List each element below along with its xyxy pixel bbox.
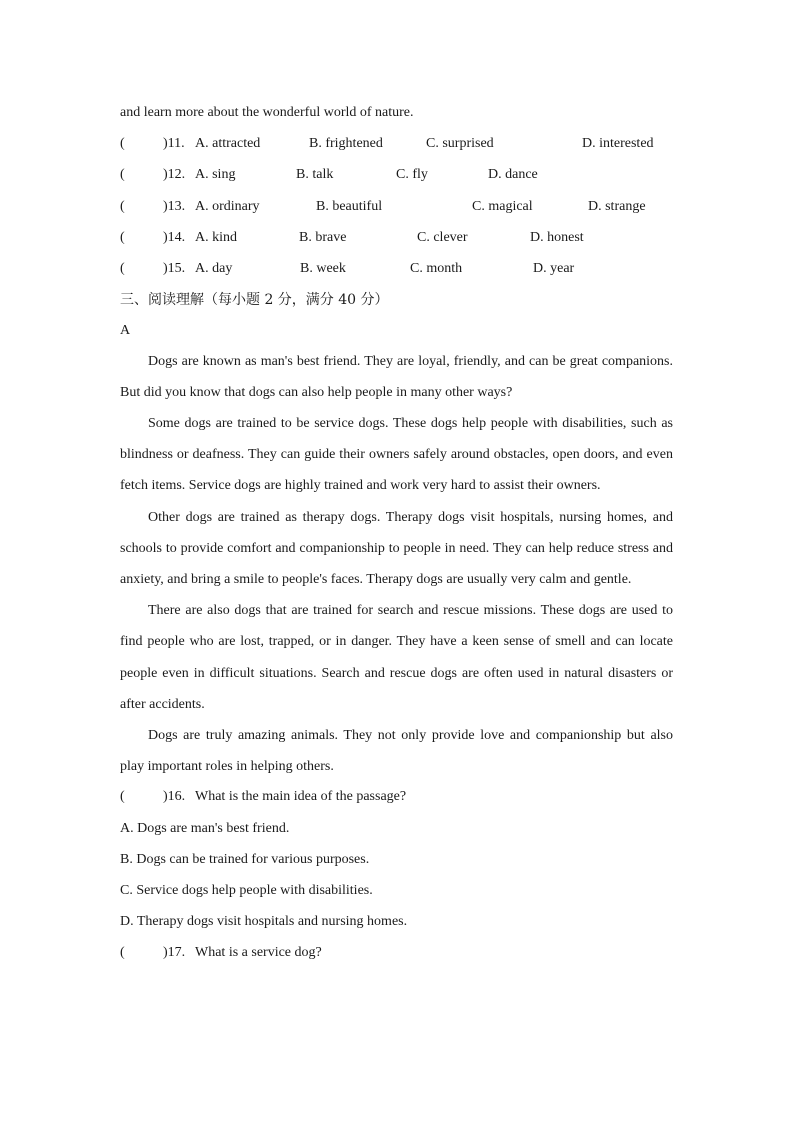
option-a: A. day [195,260,233,276]
answer-blank: ( [120,167,125,183]
option-d: D. year [533,260,575,276]
paragraph-3: Other dogs are trained as therapy dogs. Therapy dogs visit hospitals, nursing homes, and schools to provide comfort and companionship to people in need. They can help reduce stress and anxiety, and bring a smile to people's faces. Therapy dogs are usually very calm and gentle. [120,509,673,587]
question-12 [120,164,673,195]
question-14 [120,227,673,258]
option-b: B. frightened [309,136,383,152]
question-number: )14. [163,229,186,245]
answer-blank: ( [120,229,125,245]
question-17 [120,942,673,973]
paragraph-5: Dogs are truly amazing animals. They not only provide love and companionship but also play important roles in helping others. [120,727,673,775]
question-number: )15. [163,260,186,276]
passage-label: A [120,323,131,339]
option-a: A. sing [195,167,236,183]
paragraph-1: Dogs are known as man's best friend. They are loyal, friendly, and can be great companions. But did you know that dogs can also help people in many other ways? [120,353,673,400]
option-d: D. Therapy dogs visit hospitals and nursing homes. [120,914,408,930]
question-text: What is the main idea of the passage? [195,789,407,805]
option-c: C. Service dogs help people with disabilities. [120,882,373,898]
option-d: D. interested [582,136,654,152]
option-d: D. strange [588,198,646,214]
option-c: C. month [410,260,463,276]
option-c: C. fly [396,167,428,183]
question-16 [120,786,673,817]
paragraph-4: There are also dogs that are trained for search and rescue missions. These dogs are used to find people who are lost, trapped, or in danger. They have a keen sense of smell and can locate people even in difficult situations. Search and rescue dogs are often used in natural disasters or after accidents. [120,603,673,712]
answer-blank: ( [120,789,125,805]
option-a: A. ordinary [195,198,260,214]
answer-blank: ( [120,198,125,214]
option-c: C. surprised [426,136,494,152]
option-a: A. kind [195,229,237,245]
option-c: C. magical [472,198,533,214]
question-number: )16. [163,789,186,805]
option-c: C. clever [417,229,468,245]
question-number: )12. [163,167,186,183]
question-15 [120,258,673,289]
option-d: D. dance [488,167,538,183]
question-13 [120,196,673,227]
document-page [120,102,673,973]
question-number: )13. [163,198,186,214]
option-d: D. honest [530,229,584,245]
option-a: A. attracted [195,136,261,152]
answer-blank: ( [120,260,125,276]
question-text: What is a service dog? [195,945,322,961]
option-b: B. talk [296,167,334,183]
paragraph-2: Some dogs are trained to be service dogs. These dogs help people with disabilities, such as blindness or deafness. They can guide their owners safely around obstacles, open doors, and even fetch items. Service dogs are highly trained and work very hard to assist their owners. [120,415,673,494]
option-b: B. week [300,260,346,276]
answer-blank: ( [120,945,125,961]
question-11 [120,133,673,164]
section-title: 三、阅读理解（每小题 2 分，满分 40 分） [120,292,389,309]
option-b: B. Dogs can be trained for various purposes. [120,851,370,867]
question-number: )17. [163,945,186,961]
option-a: A. Dogs are man's best friend. [120,820,290,836]
intro-tail-line: and learn more about the wonderful world of nature. [120,105,414,120]
question-number: )11. [163,136,185,152]
option-b: B. beautiful [316,198,383,214]
option-b: B. brave [299,229,347,245]
answer-blank: ( [120,136,125,152]
